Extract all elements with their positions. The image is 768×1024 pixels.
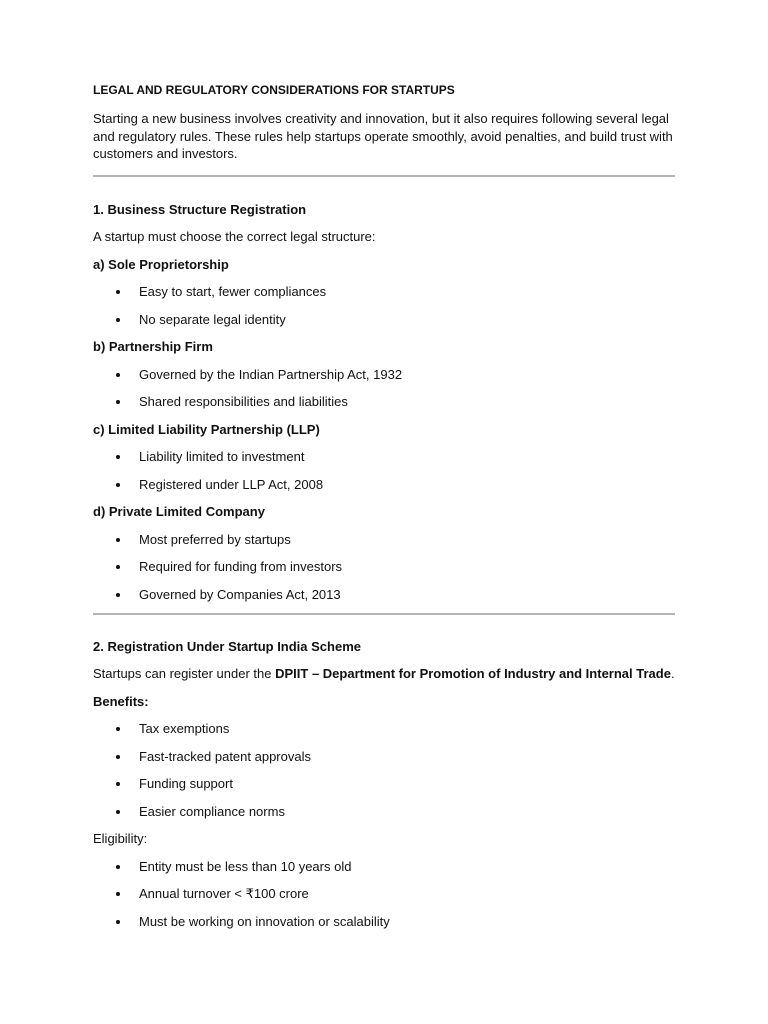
structure-d-list xyxy=(93,531,675,603)
structure-b-list xyxy=(93,366,675,411)
list-item: No separate legal identity xyxy=(93,311,675,328)
bullet-icon xyxy=(116,455,120,459)
section1-lead: A startup must choose the correct legal structure: xyxy=(93,229,376,244)
bullet-icon xyxy=(116,782,120,786)
list-item: Annual turnover < ₹100 crore xyxy=(93,885,675,902)
section2-heading: 2. Registration Under Startup India Scheme xyxy=(93,638,361,654)
structure-d-title: d) Private Limited Company xyxy=(93,504,265,519)
list-item: Governed by the Indian Partnership Act, 1932 xyxy=(93,366,675,383)
bullet-icon xyxy=(116,755,120,759)
list-item: Most preferred by startups xyxy=(93,531,675,548)
list-item: Must be working on innovation or scalability xyxy=(93,913,675,930)
structure-a-title: a) Sole Proprietorship xyxy=(93,256,229,272)
bullet-icon xyxy=(116,565,120,569)
list-item: Governed by Companies Act, 2013 xyxy=(93,586,675,603)
bullet-icon xyxy=(116,400,120,404)
bullet-icon xyxy=(116,290,120,294)
list-item: Easier compliance norms xyxy=(93,803,675,820)
list-item: Tax exemptions xyxy=(93,720,675,737)
bullet-icon xyxy=(116,892,120,896)
bullet-icon xyxy=(116,373,120,377)
bullet-icon xyxy=(116,318,120,322)
bullet-icon xyxy=(116,727,120,731)
list-item: Registered under LLP Act, 2008 xyxy=(93,476,675,493)
list-item: Easy to start, fewer compliances xyxy=(93,283,675,300)
intro-paragraph: Starting a new business involves creativity and innovation, but it also requires following several legal and regulatory rules. These rules help startups operate smoothly, avoid penalties, and build trust with customers and investors. xyxy=(93,111,673,161)
section1-heading: 1. Business Structure Registration xyxy=(93,201,307,217)
structure-c-list xyxy=(93,448,675,493)
bullet-icon xyxy=(116,865,120,869)
bullet-icon xyxy=(116,538,120,542)
structure-a-list xyxy=(93,283,675,328)
list-item: Liability limited to investment xyxy=(93,448,675,465)
benefits-list xyxy=(93,720,675,820)
eligibility-list xyxy=(93,858,675,930)
bullet-icon xyxy=(116,593,120,597)
list-item: Required for funding from investors xyxy=(93,558,675,575)
structure-b-title: b) Partnership Firm xyxy=(93,339,213,354)
dpiit-name: DPIIT – Department for Promotion of Industry and Internal Trade xyxy=(275,666,671,681)
list-item: Fast-tracked patent approvals xyxy=(93,748,675,765)
bullet-icon xyxy=(116,810,120,814)
eligibility-title: Eligibility: xyxy=(93,831,148,846)
list-item: Funding support xyxy=(93,775,675,792)
bullet-icon xyxy=(116,483,120,487)
horizontal-rule xyxy=(93,613,675,615)
benefits-title: Benefits: xyxy=(93,693,149,709)
structure-c-title: c) Limited Liability Partnership (LLP) xyxy=(93,421,320,437)
document-title: LEGAL AND REGULATORY CONSIDERATIONS FOR STARTUPS xyxy=(93,83,455,97)
horizontal-rule xyxy=(93,175,675,177)
document-body xyxy=(93,82,675,930)
list-item: Shared responsibilities and liabilities xyxy=(93,393,675,410)
section2-lead: Startups can register under the DPIIT – Department for Promotion of Industry and Internal Trade. xyxy=(93,666,675,681)
list-item: Entity must be less than 10 years old xyxy=(93,858,675,875)
bullet-icon xyxy=(116,920,120,924)
